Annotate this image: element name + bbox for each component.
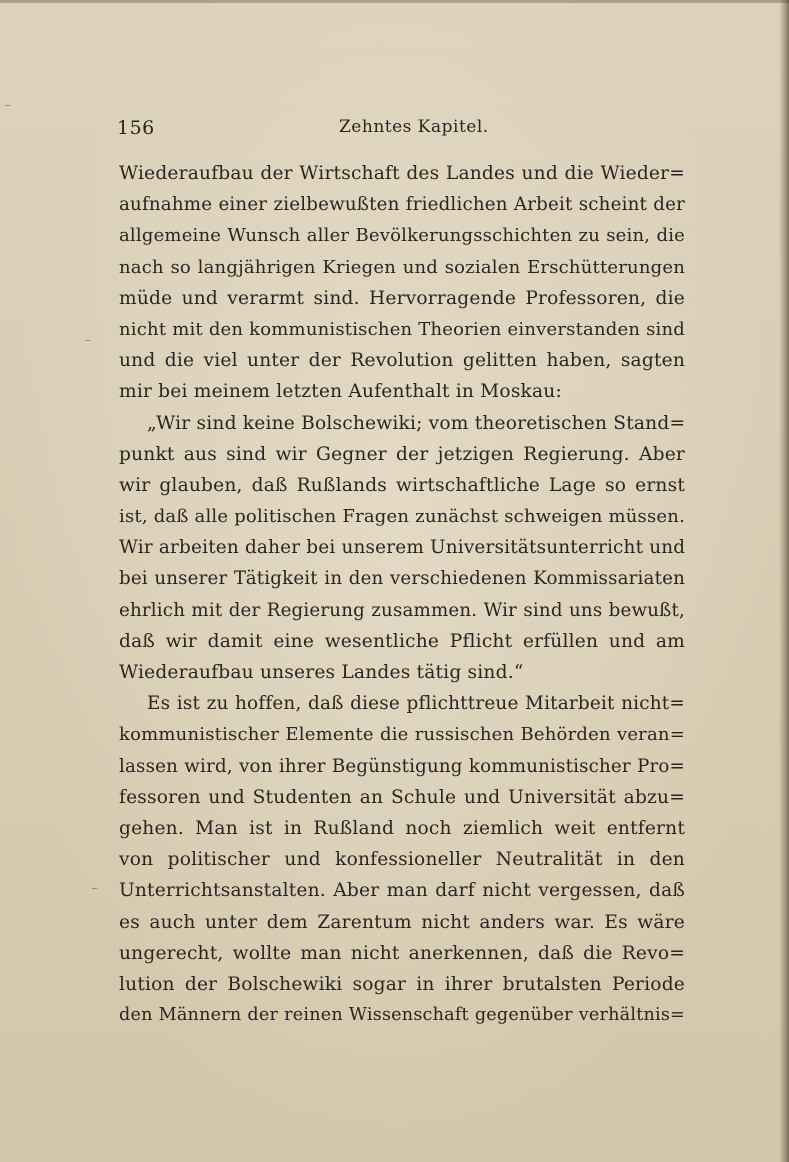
text-line: es auch unter dem Zarentum nicht anders war. Es wäre [119, 911, 685, 933]
text-line: Wir arbeiten daher bei unserem Universitätsunterricht und [119, 537, 685, 559]
paragraph-first-line: Es ist zu hoffen, daß diese pflichttreue Mitarbeit nicht= [147, 693, 685, 715]
text-line: von politischer und konfessioneller Neutralität in den [119, 849, 685, 871]
text-line: Unterrichtsanstalten. Aber man darf nicht vergessen, daß [119, 880, 685, 902]
text-line: daß wir damit eine wesentliche Pflicht erfüllen und am [119, 630, 685, 652]
text-line: Wiederaufbau der Wirtschaft des Landes und die Wieder= [119, 163, 685, 184]
quote-first-line: „Wir sind keine Bolschewiki; vom theoretischen Stand= [147, 412, 685, 434]
page-number: 156 [117, 117, 155, 139]
text-line: nach so langjährigen Kriegen und sozialen Erschütterungen [119, 256, 685, 278]
text-line: den Männern der reinen Wissenschaft gegenüber verhältnis= [119, 1005, 685, 1026]
text-line: müde und verarmt sind. Hervorragende Professoren, die [119, 287, 685, 309]
text-line: nicht mit den kommunistischen Theorien einverstanden sind [119, 318, 685, 340]
text-line: kommunistischer Elemente die russischen Behörden veran= [119, 724, 685, 746]
text-line: Wiederaufbau unseres Landes tätig sind.“ [119, 662, 524, 683]
text-line: gehen. Man ist in Rußland noch ziemlich weit entfernt [119, 817, 685, 839]
paper-speck [5, 105, 10, 106]
text-line: ist, daß alle politischen Fragen zunächst schweigen müssen. [119, 506, 685, 528]
text-line: allgemeine Wunsch aller Bevölkerungsschichten zu sein, die [119, 225, 685, 247]
running-head: Zehntes Kapitel. [339, 117, 489, 137]
page-top-edge [0, 0, 789, 3]
page-header [117, 117, 685, 147]
text-line: wir glauben, daß Rußlands wirtschaftliche Lage so ernst [119, 474, 685, 496]
text-line: bei unserer Tätigkeit in den verschiedenen Kommissariaten [119, 568, 685, 590]
text-line: mir bei meinem letzten Aufenthalt in Moskau: [119, 381, 562, 403]
text-line: punkt aus sind wir Gegner der jetzigen Regierung. Aber [119, 443, 685, 465]
text-line: lassen wird, von ihrer Begünstigung kommunistischer Pro= [119, 755, 685, 777]
text-line: lution der Bolschewiki sogar in ihrer brutalsten Periode [119, 973, 685, 995]
page-right-edge-shadow [779, 0, 789, 1162]
paper-speck [92, 888, 97, 889]
text-line: ungerecht, wollte man nicht anerkennen, daß die Revo= [119, 942, 685, 964]
text-line: ehrlich mit der Regierung zusammen. Wir sind uns bewußt, [119, 599, 685, 621]
body-text [119, 158, 685, 1031]
text-line: fessoren und Studenten an Schule und Universität abzu= [119, 786, 685, 808]
text-line: aufnahme einer zielbewußten friedlichen Arbeit scheint der [119, 194, 685, 216]
paper-speck [85, 340, 90, 341]
text-line: und die viel unter der Revolution gelitten haben, sagten [119, 350, 685, 372]
